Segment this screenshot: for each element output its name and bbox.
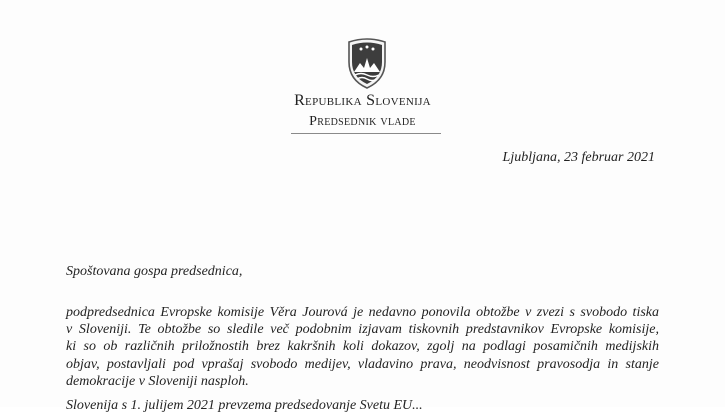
letterhead-office: Predsednik vlade <box>309 114 416 129</box>
paragraph-line: objav, postavljali pod vprašaj svobodo medijev, vladavino prava, neodvisnost pravosodja in stanje <box>66 356 659 372</box>
letterhead-title <box>0 92 725 110</box>
salutation: Spoštovana gospa predsednica, <box>66 264 243 279</box>
letter-date: Ljubljana, 23 februar 2021 <box>502 150 655 165</box>
paragraph-line: ki so ob različnih priložnostih brez kakršnih koli dokazov, zgolj na podlagi posamičnih medijskih <box>66 339 659 355</box>
letterhead-subtitle <box>0 113 725 130</box>
coat-of-arms-icon <box>345 36 389 90</box>
paragraph-line: demokracije v Sloveniji nasploh. <box>66 373 249 389</box>
letterhead-divider <box>291 133 441 134</box>
next-paragraph-partial: Slovenija s 1. julijem 2021 prevzema predsedovanje Svetu EU... <box>66 398 423 413</box>
paragraph-line: v Sloveniji. Te obtožbe so sledile več podobnim izjavam tiskovnih predstavnikov Evropske komisije, <box>66 322 659 338</box>
body-paragraph <box>66 304 659 390</box>
letterhead-republic: Republika Slovenija <box>294 92 431 109</box>
paragraph-line: podpredsednica Evropske komisije Věra Jourová je nedavno ponovila obtožbe v zvezi s svobodo tiska <box>66 305 659 320</box>
